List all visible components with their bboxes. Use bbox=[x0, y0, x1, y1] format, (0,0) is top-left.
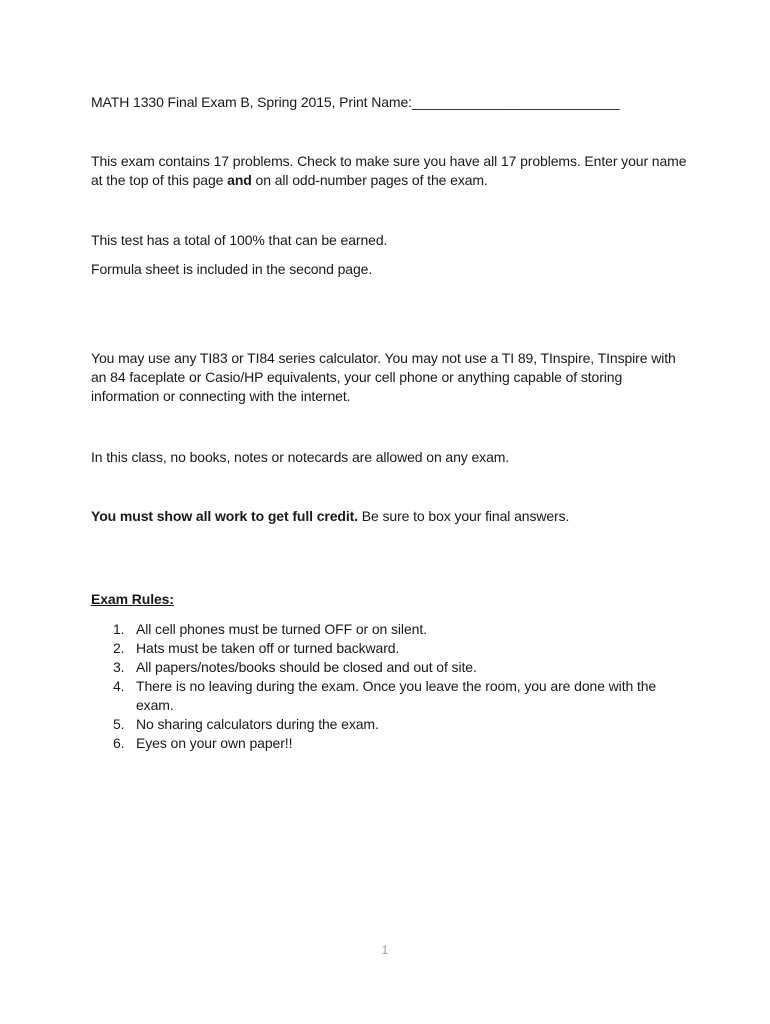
show-work-bold: You must show all work to get full credit. bbox=[91, 508, 359, 524]
list-item bbox=[91, 715, 691, 734]
list-item-text: No sharing calculators during the exam. bbox=[136, 716, 379, 732]
exam-rules-list bbox=[91, 620, 691, 753]
calculator-paragraph: You may use any TI83 or TI84 series calculator. You may not use a TI 89, TInspire, TInspire with an 84 faceplate or Casio/HP equivalents, your cell phone or anything capable of storing information or connecting with the internet. bbox=[91, 350, 676, 404]
list-item-number: 4. bbox=[113, 678, 125, 694]
print-name-blank: ___________________________ bbox=[411, 94, 620, 110]
exam-title: MATH 1330 Final Exam B, Spring 2015, Print Name: bbox=[91, 94, 412, 110]
intro-text-end: on all odd-number pages of the exam. bbox=[251, 172, 488, 188]
list-item-text: Eyes on your own paper!! bbox=[136, 735, 293, 751]
exam-title-line bbox=[91, 93, 691, 112]
list-item bbox=[91, 677, 691, 715]
intro-text-start: This exam contains 17 problems. Check to make sure you have all 17 problems. Enter your name at the top of this page bbox=[91, 153, 687, 188]
list-item bbox=[91, 734, 691, 753]
list-item-number: 3. bbox=[113, 659, 125, 675]
books-paragraph: In this class, no books, notes or notecards are allowed on any exam. bbox=[91, 449, 510, 465]
list-item-number: 1. bbox=[113, 621, 125, 637]
formula-paragraph: Formula sheet is included in the second page. bbox=[91, 261, 373, 277]
list-item-text: All papers/notes/books should be closed and out of site. bbox=[136, 659, 477, 675]
intro-bold-word: and bbox=[227, 172, 252, 188]
list-item-text: There is no leaving during the exam. Once you leave the room, you are done with the exam. bbox=[136, 678, 657, 713]
list-item bbox=[91, 639, 691, 658]
list-item-number: 6. bbox=[113, 735, 125, 751]
list-item-text: Hats must be taken off or turned backward. bbox=[136, 640, 400, 656]
list-item bbox=[91, 658, 691, 677]
page-number: 1 bbox=[381, 943, 389, 957]
list-item-number: 5. bbox=[113, 716, 125, 732]
list-item bbox=[91, 620, 691, 639]
list-item-text: All cell phones must be turned OFF or on silent. bbox=[136, 621, 427, 637]
total-paragraph: This test has a total of 100% that can be earned. bbox=[91, 232, 388, 248]
list-item-number: 2. bbox=[113, 640, 125, 656]
show-work-paragraph bbox=[91, 507, 691, 526]
intro-paragraph bbox=[91, 152, 691, 190]
show-work-rest: Be sure to box your final answers. bbox=[358, 508, 570, 524]
exam-rules-heading: Exam Rules: bbox=[91, 591, 174, 607]
